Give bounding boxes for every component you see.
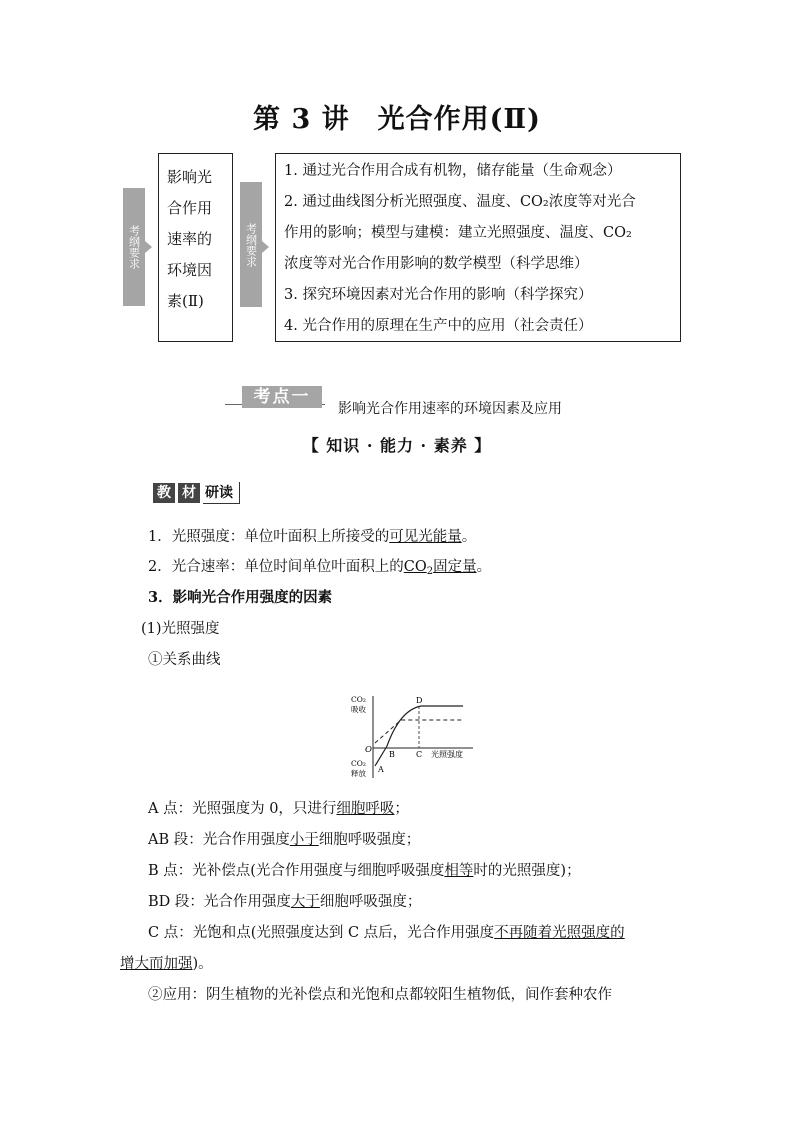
paragraph-curve-label: ①关系曲线 — [148, 652, 221, 668]
paragraph-application: ②应用：阴生植物的光补偿点和光饱和点都较阳生植物低，间作套种农作 — [148, 987, 612, 1003]
paragraph-segment-bd — [148, 890, 421, 911]
point-b-label: B — [389, 750, 395, 759]
text: A 点：光照强度为 0，只进行 — [148, 801, 337, 817]
tag-char: 教 — [153, 483, 175, 503]
arrow-right-icon — [145, 241, 152, 253]
text: 。 — [476, 559, 492, 575]
paragraph-light-intensity — [148, 525, 476, 546]
paragraph-light-subheading: (1)光照强度 — [141, 621, 220, 637]
point-a-label: A — [378, 765, 384, 774]
text: )。 — [192, 956, 213, 972]
x-axis-label: 光照强度 — [431, 750, 463, 759]
page-title: 第 3 讲 光合作用(Ⅱ) — [253, 104, 541, 135]
tag-label-left: 考纲要求 — [127, 225, 141, 269]
text: 2．光合速率：单位时间单位叶面积上的 — [148, 559, 404, 575]
underlined-answer: 可见光能量 — [389, 529, 462, 545]
paragraph-point-c-cont — [120, 952, 213, 973]
paragraph-point-c — [148, 921, 625, 942]
text: 细胞呼吸强度； — [318, 832, 421, 848]
outline-requirement-tag-right — [240, 182, 262, 307]
text: BD 段：光合作用强度 — [148, 894, 291, 910]
text: C 点：光饱和点(光照强度达到 C 点后，光合作用强度 — [148, 925, 495, 941]
point-c-label: C — [416, 750, 423, 759]
underlined-answer: 增大而加强 — [120, 956, 193, 972]
requirement-line: 浓度等对光合作用影响的数学模型（科学思维） — [284, 256, 589, 272]
underlined-answer: 细胞呼吸 — [336, 801, 395, 817]
text: ； — [394, 801, 409, 817]
y-label-top: CO₂ — [351, 695, 366, 704]
y-label-bottom: 释放 — [351, 769, 366, 778]
underlined-answer: 不再随着光照强度的 — [494, 925, 625, 941]
outline-requirement-tag-left — [123, 188, 145, 306]
paragraph-point-a — [148, 797, 409, 818]
y-label-top: 吸收 — [351, 705, 366, 714]
requirements-box — [275, 153, 681, 342]
paragraph-segment-ab — [148, 828, 420, 849]
requirement-line: 4. 光合作用的原理在生产中的应用（社会责任） — [284, 318, 593, 334]
requirement-line: 1. 通过光合作用合成有机物，储存能量（生命观念） — [284, 163, 622, 179]
kaodian-label: 考点一 — [242, 386, 322, 408]
topic-box — [158, 153, 233, 342]
text: 时的光照强度)； — [473, 863, 581, 879]
underlined-answer — [404, 559, 477, 575]
text: 。 — [461, 529, 477, 545]
origin-label: O — [365, 745, 372, 755]
tag-char: 材 — [178, 483, 200, 503]
section-subheading: 【 知识 · 能力 · 素养 】 — [302, 436, 492, 455]
text: 固定量 — [433, 559, 477, 575]
paragraph-point-b — [148, 859, 581, 880]
text: 细胞呼吸强度； — [319, 894, 422, 910]
topic-line: 合作用 — [167, 199, 213, 217]
underlined-answer: 小于 — [289, 832, 319, 848]
paragraph-factors-heading: 3．影响光合作用强度的因素 — [148, 589, 333, 606]
kaodian-title: 影响光合作用速率的环境因素及应用 — [338, 401, 562, 417]
requirement-line: 作用的影响；模型与建模：建立光照强度、温度、CO₂ — [284, 225, 632, 241]
topic-line: 影响光 — [167, 168, 213, 186]
arrow-right-icon — [262, 241, 269, 253]
tag-rest: 研读 — [203, 482, 240, 504]
topic-lines — [159, 154, 232, 317]
subscript: 2 — [426, 566, 434, 577]
light-intensity-curve-figure — [345, 688, 475, 780]
text: CO — [403, 559, 427, 575]
point-d-label: D — [416, 696, 423, 705]
y-label-bottom: CO₂ — [351, 759, 366, 768]
requirement-line: 3. 探究环境因素对光合作用的影响（科学探究） — [284, 287, 593, 303]
requirement-line: 2. 通过曲线图分析光照强度、温度、CO₂浓度等对光合 — [284, 194, 636, 210]
tag-label-right: 考纲要求 — [244, 222, 258, 267]
topic-line: 环境因 — [167, 261, 213, 279]
topic-line: 速率的 — [167, 230, 213, 248]
underlined-answer: 相等 — [444, 863, 474, 879]
topic-line: 素(Ⅱ) — [167, 292, 204, 310]
text: B 点：光补偿点(光合作用强度与细胞呼吸强度 — [148, 863, 445, 879]
jiaocai-yandu-tag — [153, 482, 240, 504]
underlined-answer: 大于 — [290, 894, 320, 910]
text: AB 段：光合作用强度 — [148, 832, 290, 848]
text: 1．光照强度：单位叶面积上所接受的 — [148, 529, 390, 545]
paragraph-photosynthesis-rate — [148, 555, 491, 577]
